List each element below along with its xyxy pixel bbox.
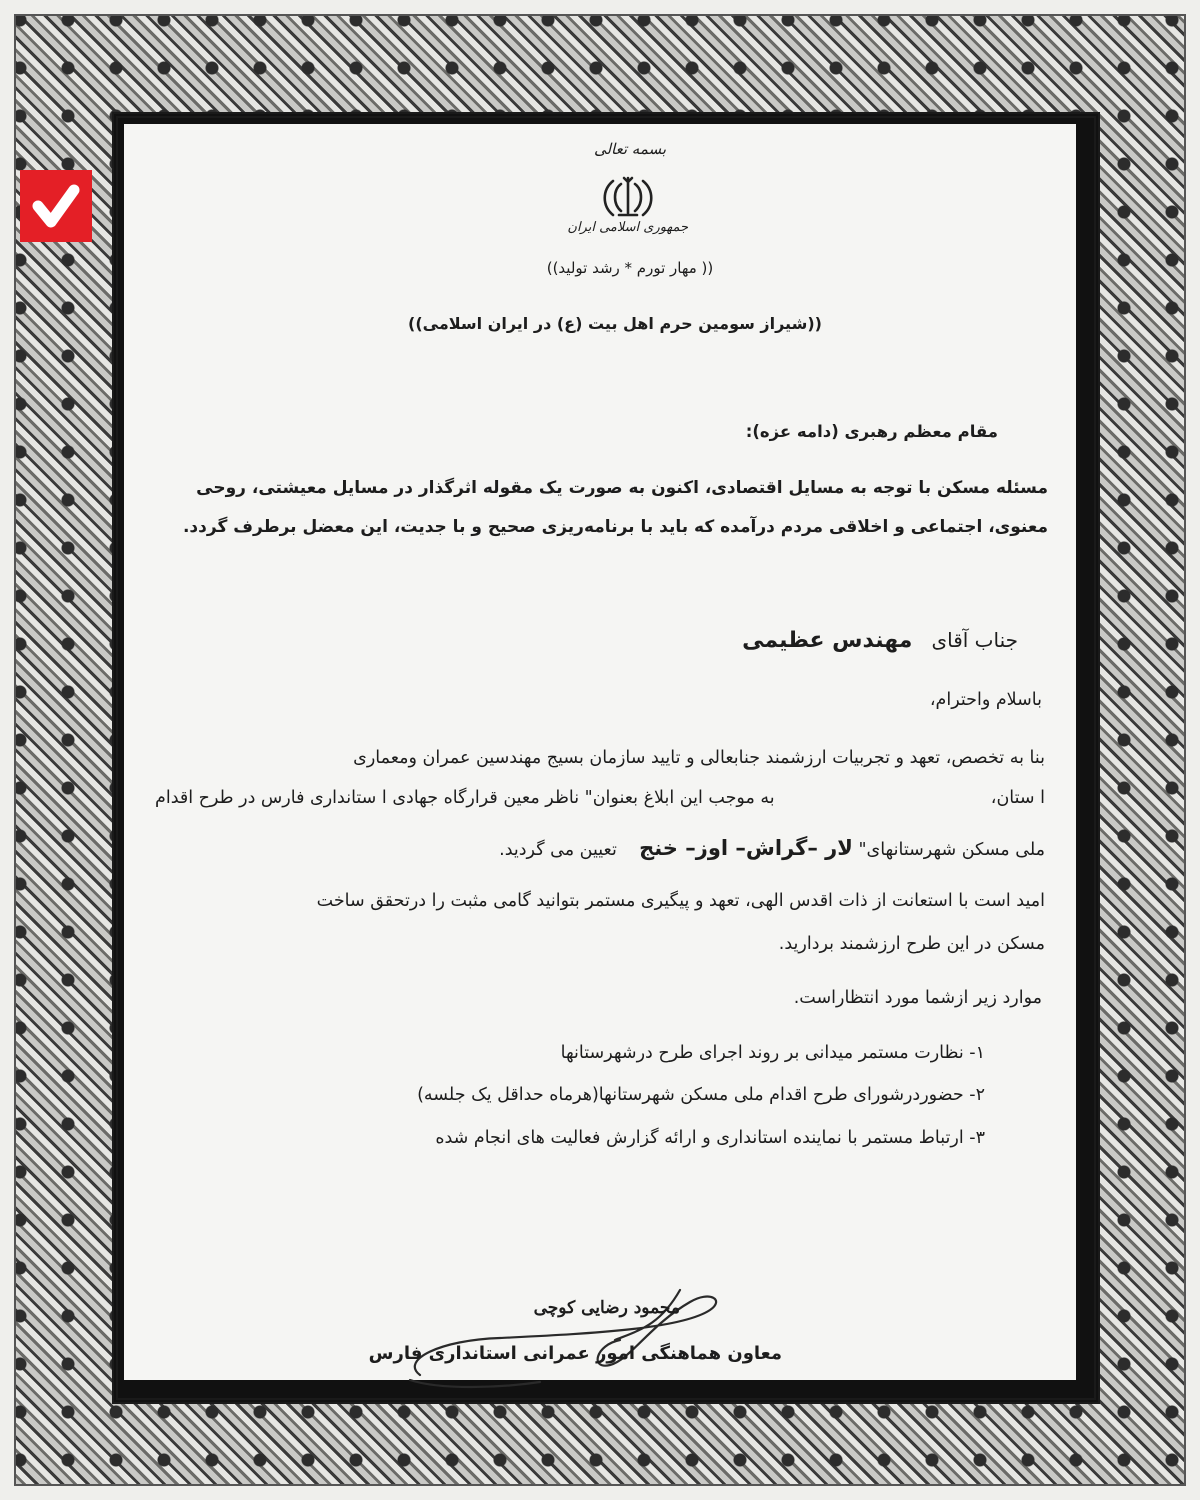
quote-line-1: مسئله مسکن با توجه به مسایل اقتصادی، اکنون به صورت یک مقوله اثرگذار در مسایل معیشتی، روحی xyxy=(196,478,1048,498)
paragraph1-line-2-start: ا ستان، xyxy=(990,788,1045,808)
greeting: باسلام واحترام، xyxy=(929,690,1042,710)
signatory-name: محمود رضایی کوچی xyxy=(533,1298,680,1318)
list-item-3: ۳- ارتباط مستمر با نماینده استانداری و ارائه گزارش فعالیت های انجام شده xyxy=(435,1128,985,1148)
expectations-intro: موارد زیر ازشما مورد انتظاراست. xyxy=(793,988,1042,1008)
checkmark-icon xyxy=(20,170,92,242)
counties-list: لار –گراش– اوز– خنج xyxy=(639,836,853,860)
appointment-phrase: تعیین می گردید. xyxy=(499,840,617,860)
list-item-2: ۲- حضوردرشورای طرح اقدام ملی مسکن شهرستانها(هرماه حداقل یک جلسه) xyxy=(417,1085,985,1105)
country-name: جمهوری اسلامی ایران xyxy=(567,220,688,235)
list-item-1: ۱- نظارت مستمر میدانی بر روند اجرای طرح درشهرستانها xyxy=(560,1043,985,1063)
paragraph1-line-3 xyxy=(499,836,1045,860)
quote-line-2: معنوی، اجتماعی و اخلاقی مردم درآمده که باید با برنامه‌ریزی صحیح و با جدیت، این معضل برطرف گردد. xyxy=(182,517,1048,537)
recipient-name: مهندس عظیمی xyxy=(742,628,913,653)
quote-attribution: مقام معظم رهبری (دامه عزه): xyxy=(745,422,998,441)
iran-emblem-icon xyxy=(600,173,656,219)
checkmark-badge xyxy=(20,170,92,242)
salutation xyxy=(742,628,1018,653)
handwritten-signature xyxy=(380,1270,740,1400)
signatory-title: معاون هماهنگی امور عمرانی استانداری فارس xyxy=(368,1343,782,1364)
paragraph1-line-1: بنا به تخصص، تعهد و تجربیات ارزشمند جنابعالی و تایید سازمان بسیج مهندسین عمران ومعماری xyxy=(353,748,1045,768)
paragraph1-line-2: به موجب این ابلاغ بعنوان" ناظر معین قرارگاه جهادی ا ستانداری فارس در طرح اقدام xyxy=(155,788,775,808)
counties-prefix: ملی مسکن شهرستانهای" xyxy=(858,840,1045,860)
slogan: ((شیراز سومین حرم اهل بیت (ع) در ایران اسلامی)) xyxy=(408,314,822,333)
salutation-prefix: جناب آقای xyxy=(931,628,1018,652)
paragraph2-line-1: امید است با استعانت از ذات اقدس الهی، تعهد و پیگیری مستمر بتوانید گامی مثبت را درتحقق ساخت xyxy=(316,891,1045,911)
invocation: بسمه تعالی xyxy=(593,140,667,158)
paragraph2-line-2: مسکن در این طرح ارزشمند بردارید. xyxy=(778,934,1045,954)
motto: (( مهار تورم * رشد تولید)) xyxy=(546,259,714,277)
